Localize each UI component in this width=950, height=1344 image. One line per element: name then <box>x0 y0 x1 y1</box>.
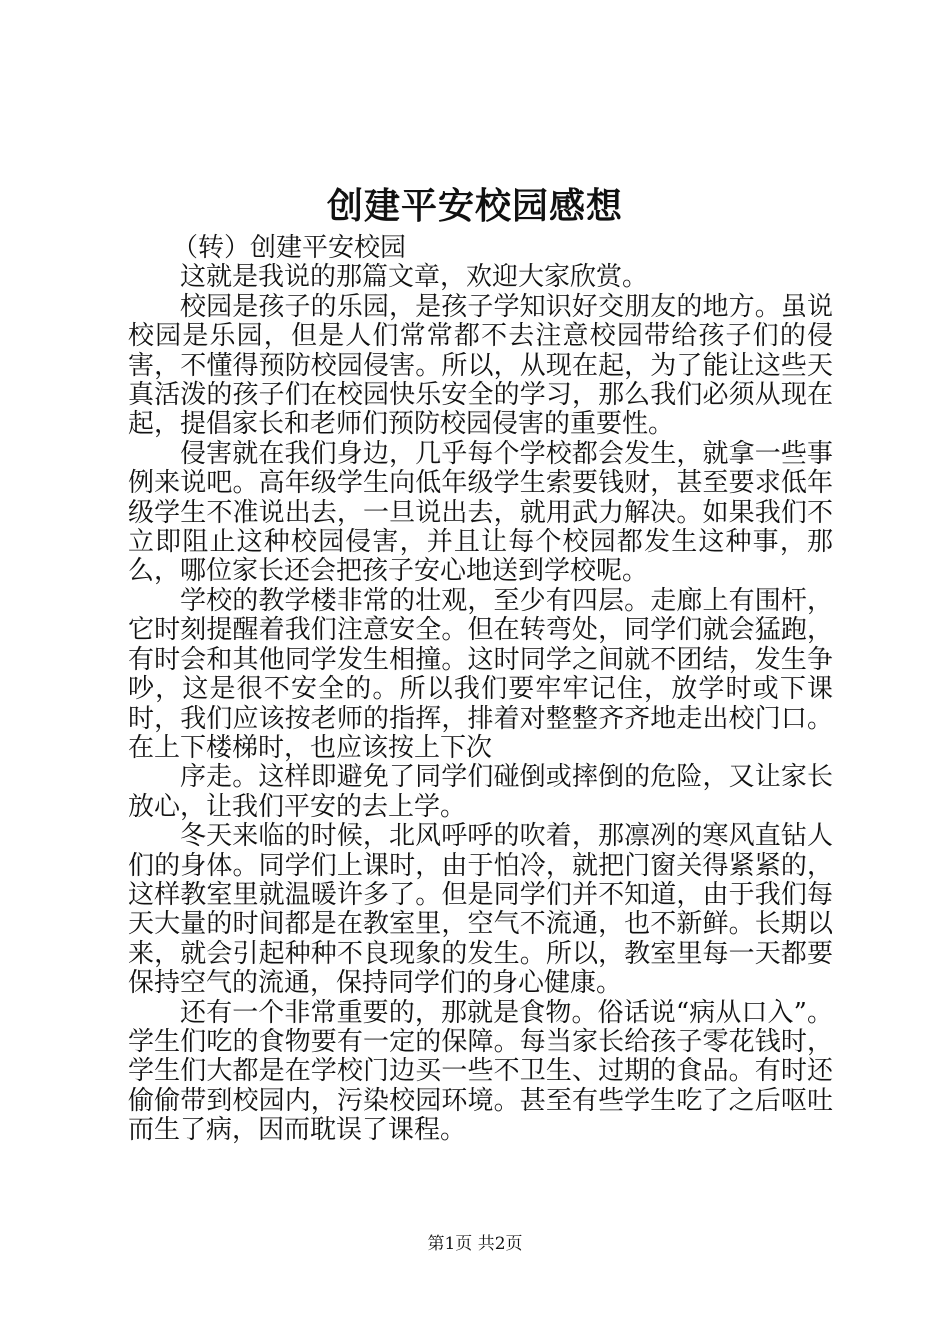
page-number-footer: 第1页 共2页 <box>427 1234 523 1254</box>
paragraph: 序走。这样即避免了同学们碰倒或摔倒的危险，又让家长放心，让我们平安的去上学。 <box>128 762 833 822</box>
paragraph: 校园是孩子的乐园，是孩子学知识好交朋友的地方。虽说校园是乐园，但是人们常常都不去注意校园带给孩子们的侵害，不懂得预防校园侵害。所以，从现在起，为了能让这些天真活泼的孩子们在校园快乐安全的学习，那么我们必须从现在起，提倡家长和老师们预防校园侵害的重要性。 <box>128 291 833 440</box>
paragraph: 学校的教学楼非常的壮观，至少有四层。走廊上有围杆，它时刻提醒着我们注意安全。但在转弯处，同学们就会猛跑，有时会和其他同学发生相撞。这时同学之间就不团结，发生争吵，这是很不安全的。所以我们要牢牢记住，放学时或下课时，我们应该按老师的指挥，排着对整整齐齐地走出校门口。在上下楼梯时，也应该按上下次 <box>128 585 833 763</box>
document-body <box>128 234 833 1146</box>
paragraph-source: （转）创建平安校园 <box>172 233 407 263</box>
document-title: 创建平安校园感想 <box>326 185 623 227</box>
paragraph-intro: 这就是我说的那篇文章，欢迎大家欣赏。 <box>180 262 649 293</box>
paragraph: 还有一个非常重要的，那就是食物。俗话说“病从口入”。学生们吃的食物要有一定的保障。每当家长给孩子零花钱时，学生们大都是在学校门边买一些不卫生、过期的食品。有时还偷偷带到校园内，污染校园环境。甚至有些学生吃了之后呕吐而生了病，因而耽误了课程。 <box>128 997 833 1146</box>
paragraph: 冬天来临的时候，北风呼呼的吹着，那凛冽的寒风直钻人们的身体。同学们上课时，由于怕冷，就把门窗关得紧紧的，这样教室里就温暖许多了。但是同学们并不知道，由于我们每天大量的时间都是在教室里，空气不流通，也不新鲜。长期以来，就会引起种种不良现象的发生。所以，教室里每一天都要保持空气的流通，保持同学们的身心健康。 <box>128 821 833 999</box>
paragraph: 侵害就在我们身边，几乎每个学校都会发生，就拿一些事例来说吧。高年级学生向低年级学生索要钱财，甚至要求低年级学生不准说出去，一旦说出去，就用武力解决。如果我们不立即阻止这种校园侵害，并且让每个校园都发生这种事，那么，哪位家长还会把孩子安心地送到学校呢。 <box>128 438 833 587</box>
